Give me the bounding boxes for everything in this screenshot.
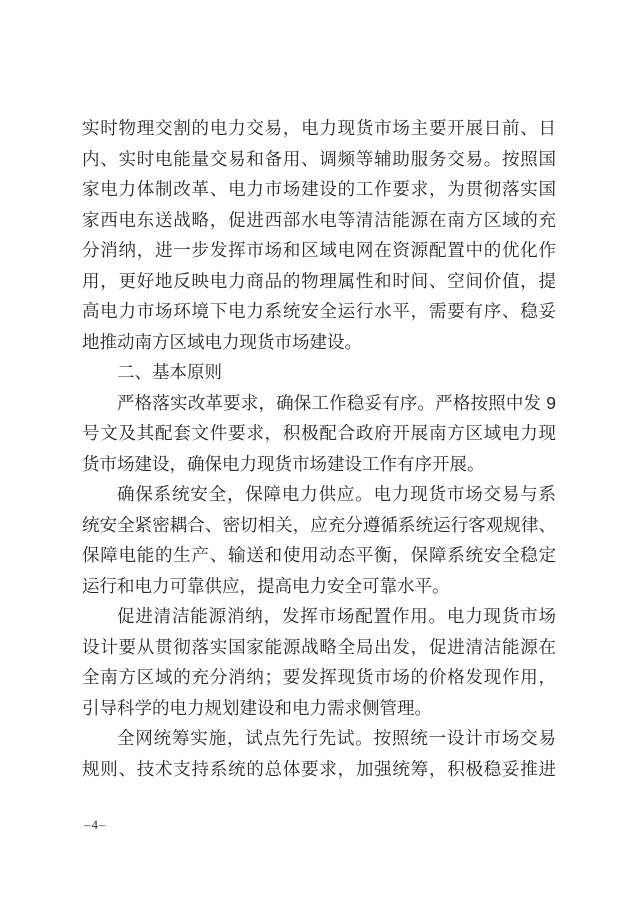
text-line: 高电力市场环境下电力系统安全运行水平，需要有序、稳妥	[82, 301, 556, 321]
text-line: 全网统筹实施，试点先行先试。按照统一设计市场交易	[117, 728, 556, 748]
text-line: 实时物理交割的电力交易，电力现货市场主要开展日前、日	[82, 118, 556, 138]
text-line: 号文及其配套文件要求，积极配合政府开展南方区域电力现	[82, 423, 556, 443]
text-line: 保障电能的生产、输送和使用动态平衡，保障系统安全稳定	[82, 545, 556, 565]
section-heading: 二、基本原则	[117, 362, 222, 382]
text-line: 运行和电力可靠供应，提高电力安全可靠水平。	[82, 575, 450, 596]
text-line: 严格落实改革要求，确保工作稳妥有序。严格按照中发 9	[117, 392, 556, 413]
text-line: 内、实时电能量交易和备用、调频等辅助服务交易。按照国	[82, 148, 556, 169]
document-body	[82, 113, 556, 784]
text-line: 统安全紧密耦合、密切相关，应充分遵循系统运行客观规律、	[82, 514, 556, 535]
text-line: 家电力体制改革、电力市场建设的工作要求，为贯彻落实国	[82, 179, 556, 199]
text-line: 引导科学的电力规划建设和电力需求侧管理。	[82, 697, 432, 718]
page-number: –4–	[84, 817, 107, 832]
text-line: 分消纳，进一步发挥市场和区域电网在资源配置中的优化作	[82, 240, 556, 260]
text-line: 用，更好地反映电力商品的物理属性和时间、空间价值，提	[82, 270, 556, 291]
text-line: 家西电东送战略，促进西部水电等清洁能源在南方区域的充	[82, 209, 556, 230]
text-line: 货市场建设，确保电力现货市场建设工作有序开展。	[82, 453, 485, 474]
text-line: 确保系统安全，保障电力供应。电力现货市场交易与系	[117, 484, 556, 504]
text-line: 促进清洁能源消纳，发挥市场配置作用。电力现货市场	[117, 606, 556, 626]
text-line: 全南方区域的充分消纳；要发挥现货市场的价格发现作用，	[82, 667, 556, 687]
text-line: 规则、技术支持系统的总体要求，加强统筹，积极稳妥推进	[82, 758, 556, 779]
text-line: 地推动南方区域电力现货市场建设。	[82, 331, 362, 352]
text-line: 设计要从贯彻落实国家能源战略全局出发，促进清洁能源在	[82, 636, 556, 657]
